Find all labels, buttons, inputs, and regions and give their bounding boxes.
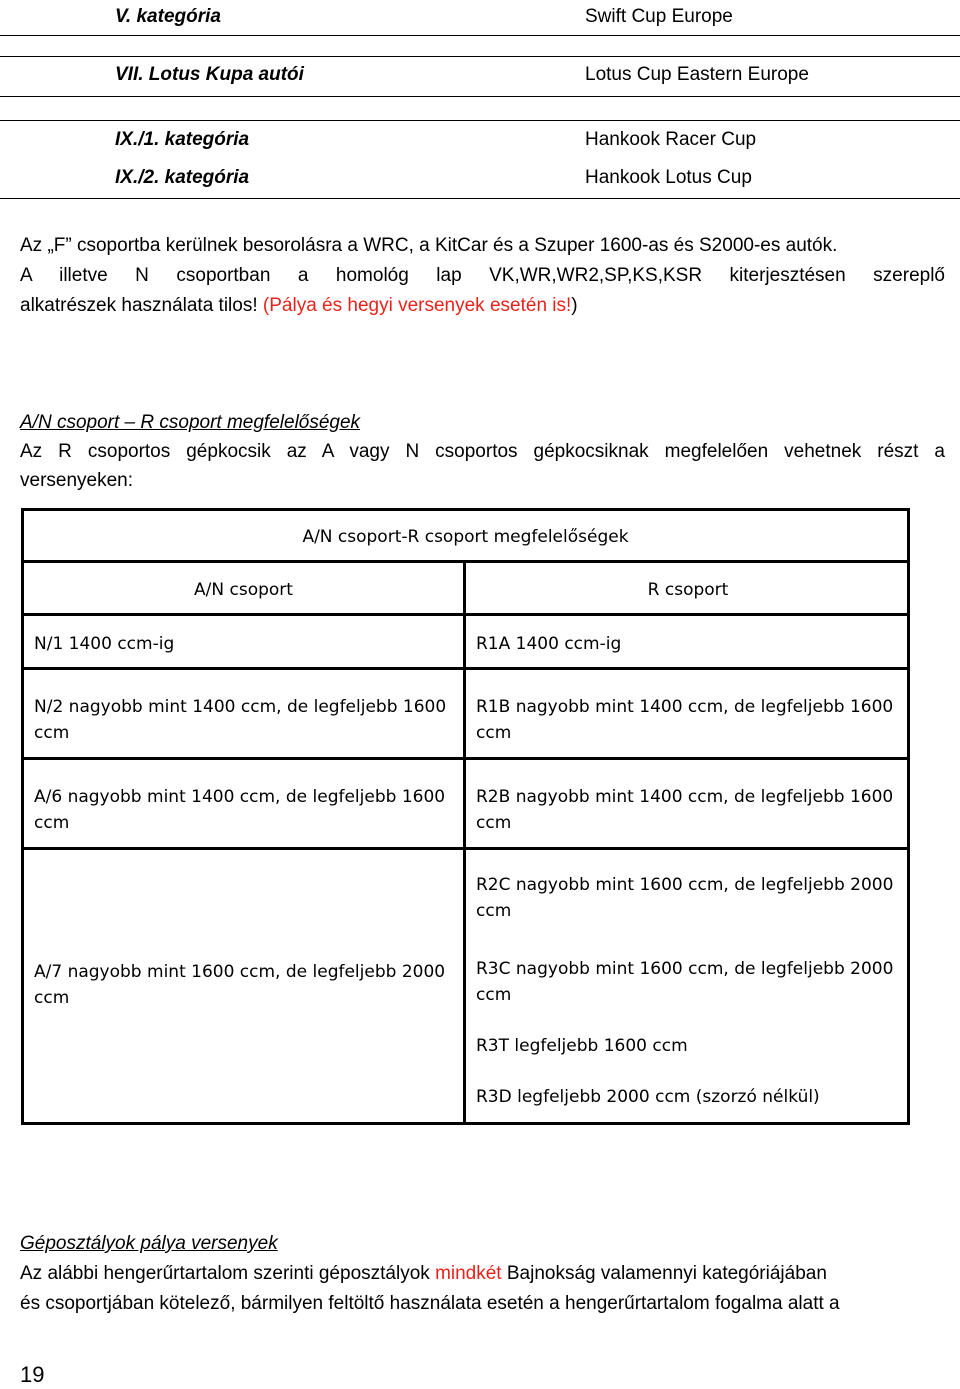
category-name: IX./2. kategória [115,167,250,188]
table-cell: R3D legfeljebb 2000 ccm (szorzó nélkül) [476,1087,820,1107]
table-title: A/N csoport-R csoport megfelelőségek [302,527,629,547]
intro-line [20,291,945,321]
divider [0,56,960,57]
correspondence-section [20,408,945,495]
table-cell: R2C nagyobb mint 1600 ccm, de legfeljebb 2000 ccm [476,875,894,921]
divider [0,120,960,121]
category-name: IX./1. kategória [115,129,250,150]
divider [0,35,960,36]
section-text-part: Bajnokság valamennyi kategóriájában [501,1263,827,1284]
table-cell: R2B nagyobb mint 1400 ccm, de legfeljebb 1600 ccm [476,787,894,833]
section-text: és csoportjában kötelező, bármilyen feltöltő használata esetén a hengerűrtartalom fogalma alatt a [20,1293,840,1314]
category-name: VII. Lotus Kupa autói [115,64,304,85]
category-series: Swift Cup Europe [585,6,733,27]
intro-text: alkatrészek használata tilos! [20,295,263,316]
page-number: 19 [20,1362,45,1387]
divider [0,96,960,97]
category-name: V. kategória [115,6,221,27]
column-header-r: R csoport [647,580,729,600]
section-text: versenyeken: [20,470,134,491]
section-heading: A/N csoport – R csoport megfelelőségek [20,412,361,433]
engine-classes-section [20,1229,945,1319]
divider [0,198,960,199]
category-series: Lotus Cup Eastern Europe [585,64,809,85]
table-rule [463,560,466,1125]
section-text-part: Az alábbi hengerűrtartalom szerinti géposztályok [20,1263,436,1284]
table-cell: R1A 1400 ccm-ig [476,634,622,654]
table-cell: N/1 1400 ccm-ig [34,634,175,654]
intro-paragraph [20,231,945,321]
intro-highlight: (Pálya és hegyi versenyek esetén is! [262,295,572,316]
column-header-an: A/N csoport [194,580,293,600]
category-series: Hankook Lotus Cup [585,167,752,188]
table-cell: A/6 nagyobb mint 1400 ccm, de legfeljebb 1600 ccm [34,787,446,833]
intro-line: A illetve N csoportban a homológ lap VK,WR,WR2,SP,KS,KSR kiterjesztésen szereplő [20,265,945,286]
table-cell: R1B nagyobb mint 1400 ccm, de legfeljebb 1600 ccm [476,697,894,743]
table-cell: A/7 nagyobb mint 1600 ccm, de legfeljebb 2000 ccm [34,962,446,1008]
section-text: Az R csoportos gépkocsik az A vagy N csoportos gépkocsiknak megfelelően vehetnek részt a [20,441,945,462]
section-highlight: mindkét [435,1263,502,1284]
table-cell: R3T legfeljebb 1600 ccm [476,1036,688,1056]
intro-line: Az „F” csoportba kerülnek besorolásra a WRC, a KitCar és a Szuper 1600-as és S2000-es autók. [20,235,838,256]
table-cell: R3C nagyobb mint 1600 ccm, de legfeljebb 2000 ccm [476,959,894,1005]
section-heading: Géposztályok pálya versenyek [20,1233,278,1254]
category-series: Hankook Racer Cup [585,129,757,150]
intro-text: ) [571,295,578,316]
section-text [20,1259,945,1289]
table-cell: N/2 nagyobb mint 1400 ccm, de legfeljebb 1600 ccm [34,697,447,743]
